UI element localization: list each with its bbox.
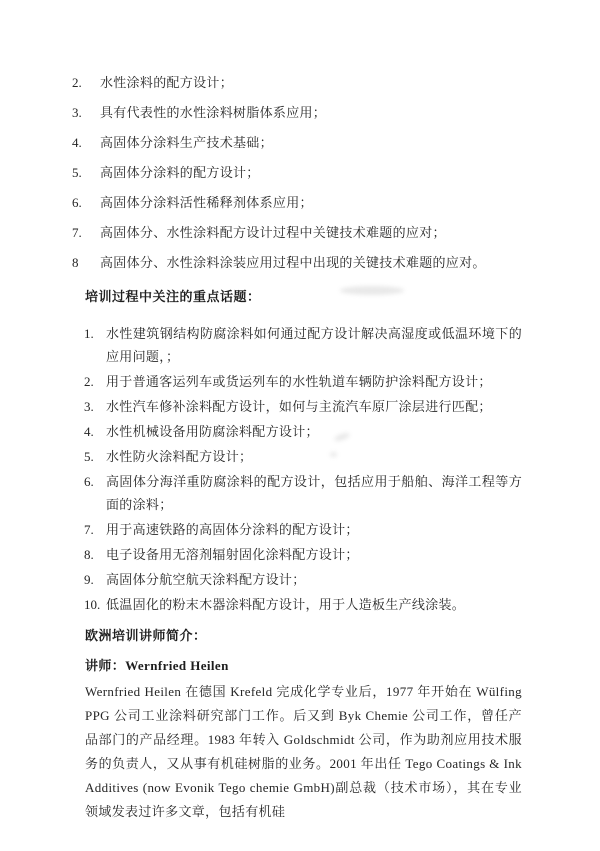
list-item [72,72,522,94]
list-item-number: 4. [84,424,94,439]
list-item-number: 6. [72,195,82,210]
list-item [85,445,522,468]
list-item [72,222,522,244]
list-item [85,593,522,616]
list-item-text: 用于普通客运列车或货运列车的水性轨道车辆防护涂料配方设计； [106,374,492,389]
list-item-number: 5. [84,449,94,464]
lecturer-label: 讲师： [85,658,126,673]
list-item-number: 10. [84,597,101,612]
list-item [85,470,522,516]
lecturer-bio-paragraph: Wernfried Heilen 在德国 Krefeld 完成化学专业后，1977 年开始在 Wülfing PPG 公司工业涂料研究部门工作。后又到 Byk Chemie 公司工作，曾任产品部门的产品经理。1983 年转入 Goldschmidt 公司，作为助剂应用技术服务的负责人，又从事有机硅树脂的业务。2001 年出任 Tego Coatings & Ink Additives (now Evonik Tego chemie GmbH)副总裁（技术市场），其在专业领域发表过许多文章，包括有机硅 [85,684,522,819]
list-item [85,543,522,566]
list-item-number: 7. [72,225,82,240]
list-item-number: 1. [84,326,94,341]
list-item-text: 用于高速铁路的高固体分涂料的配方设计； [106,522,359,537]
list-item-text: 高固体分海洋重防腐涂料的配方设计，包括应用于船舶、海洋工程等方面的涂料； [106,474,522,512]
lecturer-name: Wernfried Heilen [125,658,229,673]
list-item [85,518,522,541]
list-item-number: 8 [72,255,79,270]
list-item-text: 具有代表性的水性涂料树脂体系应用； [100,105,327,120]
list-item [85,420,522,443]
list-item-number: 3. [84,399,94,414]
lecturer-name-line [85,655,522,677]
document-content [72,72,522,824]
list-item-text: 水性机械设备用防腐涂料配方设计； [106,424,319,439]
training-outline-list [72,72,522,274]
list-item-text: 水性防火涂料配方设计； [106,449,253,464]
list-item-number: 5. [72,165,82,180]
list-item-text: 高固体分涂料的配方设计； [100,165,260,180]
list-item-number: 9. [84,572,94,587]
list-item-text: 低温固化的粉末木器涂料配方设计，用于人造板生产线涂装。 [106,597,466,612]
list-item [72,162,522,184]
list-item [72,252,522,274]
key-topics-heading: 培训过程中关注的重点话题： [85,289,261,304]
list-item-text: 水性汽车修补涂料配方设计，如何与主流汽车原厂涂层进行匹配； [106,399,492,414]
list-item-text: 水性涂料的配方设计； [100,75,234,90]
list-item-number: 2. [84,374,94,389]
list-item [72,102,522,124]
list-item-text: 高固体分航空航天涂料配方设计； [106,572,306,587]
list-item [85,568,522,591]
lecturer-section-heading: 欧洲培训讲师简介： [85,628,207,643]
key-topics-list [85,322,522,616]
list-item-text: 高固体分、水性涂料涂装应用过程中出现的关键技术难题的应对。 [100,255,486,270]
list-item-text: 高固体分涂料生产技术基础； [100,135,273,150]
list-item-text: 高固体分涂料活性稀释剂体系应用； [100,195,313,210]
list-item [85,395,522,418]
list-item-text: 水性建筑钢结构防腐涂料如何通过配方设计解决高湿度或低温环境下的应用问题，； [106,326,522,364]
list-item-number: 2. [72,75,82,90]
list-item [85,322,522,368]
list-item [85,370,522,393]
list-item [72,132,522,154]
list-item [72,192,522,214]
list-item-number: 8. [84,547,94,562]
list-item-number: 6. [84,474,94,489]
list-item-number: 3. [72,105,82,120]
list-item-number: 4. [72,135,82,150]
list-item-text: 电子设备用无溶剂辐射固化涂料配方设计； [106,547,359,562]
list-item-number: 7. [84,522,94,537]
list-item-text: 高固体分、水性涂料配方设计过程中关键技术难题的应对； [100,225,446,240]
